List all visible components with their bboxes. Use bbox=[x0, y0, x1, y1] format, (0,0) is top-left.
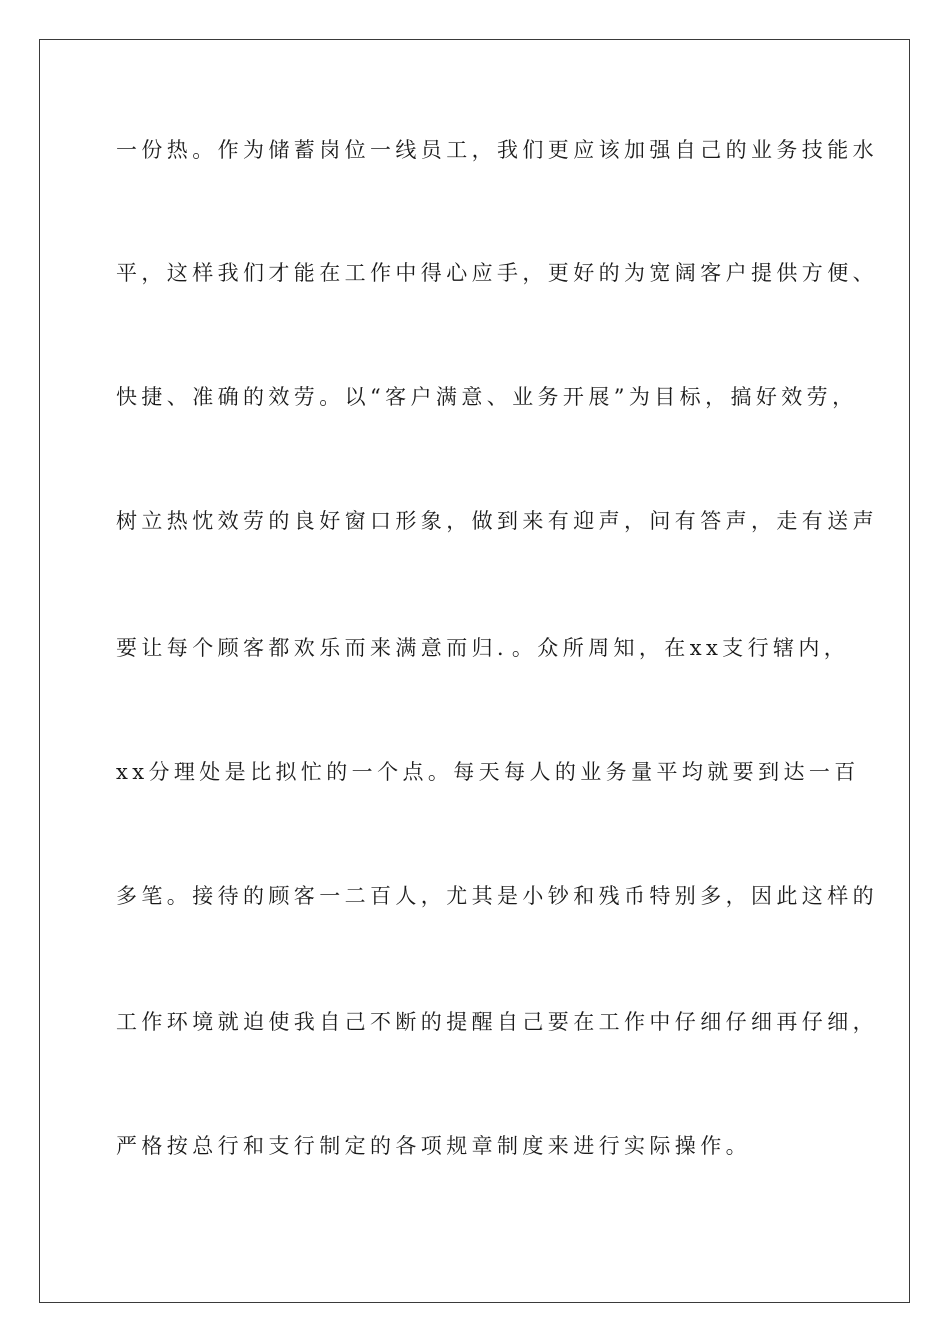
page-border bbox=[39, 39, 910, 1303]
paragraph-line: 树立热忱效劳的良好窗口形象，做到来有迎声，问有答声，走有送声 bbox=[116, 509, 878, 533]
paragraph-line: 工作环境就迫使我自己不断的提醒自己要在工作中仔细仔细再仔细， bbox=[116, 1010, 878, 1034]
paragraph-line: 快捷、准确的效劳。以“客户满意、业务开展”为目标，搞好效劳， bbox=[116, 385, 858, 409]
paragraph-line: 平，这样我们才能在工作中得心应手，更好的为宽阔客户提供方便、 bbox=[116, 261, 878, 285]
paragraph-line: xx分理处是比拟忙的一个点。每天每人的业务量平均就要到达一百 bbox=[116, 760, 860, 784]
paragraph-line: 严格按总行和支行制定的各项规章制度来进行实际操作。 bbox=[116, 1134, 751, 1158]
paragraph-line: 多笔。接待的顾客一二百人，尤其是小钞和残币特别多，因此这样的 bbox=[116, 884, 878, 908]
paragraph-line: 要让每个顾客都欢乐而来满意而归．。众所周知，在xx支行辖内， bbox=[116, 636, 850, 660]
paragraph-line: 一份热。作为储蓄岗位一线员工，我们更应该加强自己的业务技能水 bbox=[116, 138, 878, 162]
